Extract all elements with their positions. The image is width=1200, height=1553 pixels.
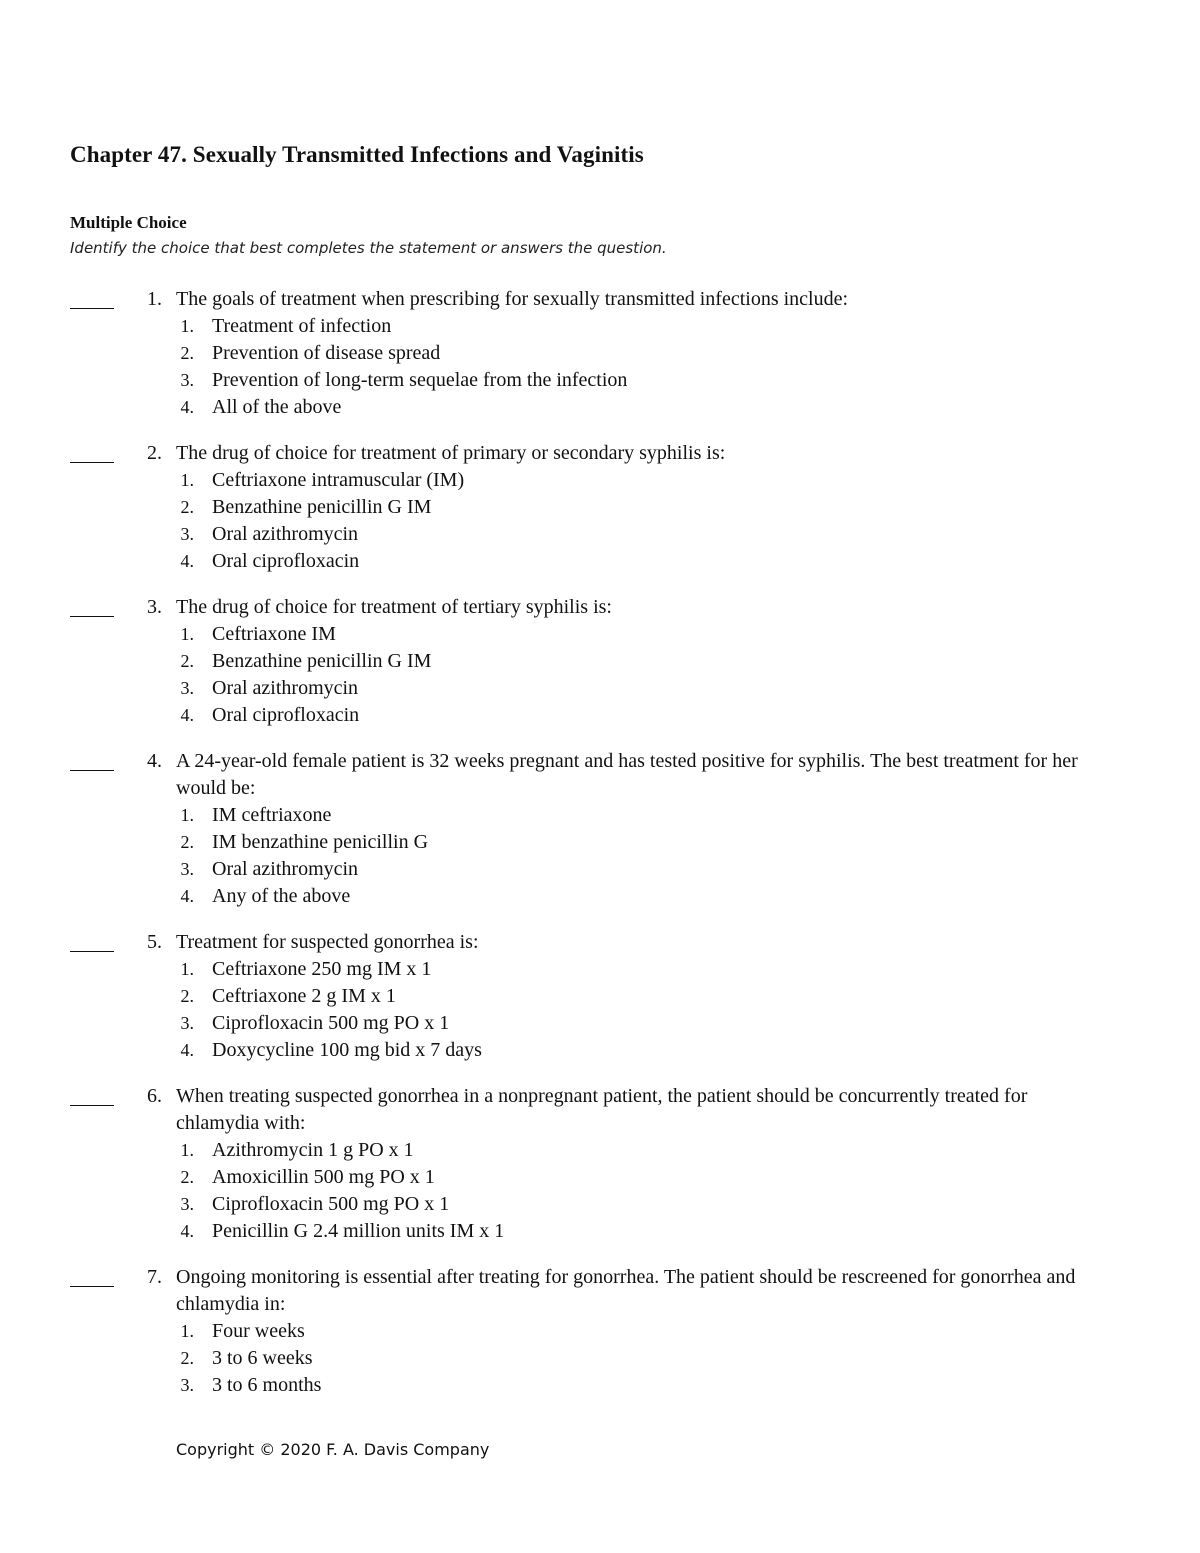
question-item: [70, 1264, 1140, 1399]
choice-number: 2.: [180, 832, 194, 852]
choice-item: [176, 1372, 1140, 1399]
question-stem: The drug of choice for treatment of primary or secondary syphilis is:: [176, 442, 726, 464]
answer-blank[interactable]: [70, 951, 114, 952]
choice-text: IM benzathine penicillin G: [212, 831, 429, 853]
question-number: 5.: [147, 931, 162, 953]
choice-text: 3 to 6 months: [212, 1374, 322, 1396]
choice-item: [176, 1218, 1140, 1245]
choice-number: 1.: [180, 470, 194, 490]
question-stem: A 24-year-old female patient is 32 weeks pregnant and has tested positive for syphilis. The best treatment for her would be:: [176, 750, 1078, 799]
choice-text: Oral azithromycin: [212, 523, 359, 545]
choice-list: [176, 621, 1140, 729]
choice-number: 4.: [180, 1040, 194, 1060]
choice-number: 4.: [180, 397, 194, 417]
choice-text: Oral ciprofloxacin: [212, 550, 360, 572]
choice-number: 1.: [180, 1140, 194, 1160]
question-number: 3.: [147, 596, 162, 618]
choice-item: [176, 1164, 1140, 1191]
question-item: [70, 286, 1140, 421]
choice-item: [176, 1137, 1140, 1164]
choice-text: Ceftriaxone intramuscular (IM): [212, 469, 465, 491]
choice-number: 3.: [180, 859, 194, 879]
choice-number: 1.: [180, 805, 194, 825]
choice-text: Benzathine penicillin G IM: [212, 650, 432, 672]
choice-text: Ciprofloxacin 500 mg PO x 1: [212, 1012, 450, 1034]
answer-blank[interactable]: [70, 1105, 114, 1106]
choice-item: [176, 648, 1140, 675]
choice-number: 1.: [180, 959, 194, 979]
choice-item: [176, 1010, 1140, 1037]
choice-list: [176, 313, 1140, 421]
choice-number: 3.: [180, 678, 194, 698]
choice-text: Oral ciprofloxacin: [212, 704, 360, 726]
choice-item: [176, 956, 1140, 983]
choice-text: Oral azithromycin: [212, 677, 359, 699]
choice-number: 3.: [180, 1013, 194, 1033]
choice-item: [176, 621, 1140, 648]
choice-text: Ciprofloxacin 500 mg PO x 1: [212, 1193, 450, 1215]
question-number: 2.: [147, 442, 162, 464]
choice-item: [176, 1037, 1140, 1064]
choice-item: [176, 675, 1140, 702]
question-item: [70, 1083, 1140, 1245]
choice-text: Doxycycline 100 mg bid x 7 days: [212, 1039, 482, 1061]
choice-number: 1.: [180, 624, 194, 644]
choice-number: 3.: [180, 370, 194, 390]
choice-text: Any of the above: [212, 885, 351, 907]
choice-text: IM ceftriaxone: [212, 804, 332, 826]
choice-number: 2.: [180, 1167, 194, 1187]
question-list: [70, 286, 1140, 1418]
answer-blank[interactable]: [70, 1286, 114, 1287]
choice-number: 4.: [180, 886, 194, 906]
choice-text: Amoxicillin 500 mg PO x 1: [212, 1166, 435, 1188]
choice-text: Prevention of disease spread: [212, 342, 441, 364]
choice-item: [176, 367, 1140, 394]
choice-list: [176, 467, 1140, 575]
choice-number: 4.: [180, 551, 194, 571]
choice-text: Penicillin G 2.4 million units IM x 1: [212, 1220, 505, 1242]
choice-item: [176, 494, 1140, 521]
answer-blank[interactable]: [70, 308, 114, 309]
choice-text: Ceftriaxone 250 mg IM x 1: [212, 958, 432, 980]
choice-number: 1.: [180, 316, 194, 336]
choice-text: Oral azithromycin: [212, 858, 359, 880]
choice-item: [176, 802, 1140, 829]
choice-item: [176, 340, 1140, 367]
answer-blank[interactable]: [70, 616, 114, 617]
choice-item: [176, 829, 1140, 856]
question-item: [70, 929, 1140, 1064]
question-number: 6.: [147, 1085, 162, 1107]
choice-item: [176, 467, 1140, 494]
question-stem: The goals of treatment when prescribing for sexually transmitted infections include:: [176, 288, 849, 310]
question-stem: Treatment for suspected gonorrhea is:: [176, 931, 479, 953]
answer-blank[interactable]: [70, 770, 114, 771]
choice-number: 2.: [180, 1348, 194, 1368]
choice-item: [176, 1345, 1140, 1372]
choice-text: Treatment of infection: [212, 315, 392, 337]
question-number: 1.: [147, 288, 162, 310]
question-stem: Ongoing monitoring is essential after treating for gonorrhea. The patient should be rescreened for gonorrhea and chlamydia in:: [176, 1266, 1076, 1315]
choice-number: 3.: [180, 524, 194, 544]
choice-text: Ceftriaxone IM: [212, 623, 336, 645]
answer-blank[interactable]: [70, 462, 114, 463]
choice-number: 3.: [180, 1194, 194, 1214]
section-heading: Multiple Choice: [70, 213, 187, 232]
choice-list: [176, 1318, 1140, 1399]
choice-text: Ceftriaxone 2 g IM x 1: [212, 985, 396, 1007]
choice-number: 4.: [180, 705, 194, 725]
choice-text: All of the above: [212, 396, 342, 418]
choice-number: 2.: [180, 651, 194, 671]
choice-list: [176, 1137, 1140, 1245]
chapter-title: Chapter 47. Sexually Transmitted Infections and Vaginitis: [70, 142, 644, 167]
question-item: [70, 748, 1140, 910]
choice-number: 2.: [180, 497, 194, 517]
choice-number: 2.: [180, 986, 194, 1006]
choice-text: 3 to 6 weeks: [212, 1347, 313, 1369]
copyright-footer: Copyright © 2020 F. A. Davis Company: [176, 1440, 490, 1459]
question-item: [70, 440, 1140, 575]
choice-text: Four weeks: [212, 1320, 305, 1342]
question-number: 7.: [147, 1266, 162, 1288]
choice-number: 4.: [180, 1221, 194, 1241]
choice-list: [176, 802, 1140, 910]
choice-item: [176, 856, 1140, 883]
choice-text: Azithromycin 1 g PO x 1: [212, 1139, 414, 1161]
choice-number: 2.: [180, 343, 194, 363]
question-stem: When treating suspected gonorrhea in a nonpregnant patient, the patient should be concurrently treated for chlamydia with:: [176, 1085, 1028, 1134]
choice-item: [176, 394, 1140, 421]
choice-number: 3.: [180, 1375, 194, 1395]
choice-text: Prevention of long-term sequelae from the infection: [212, 369, 628, 391]
choice-list: [176, 956, 1140, 1064]
choice-item: [176, 702, 1140, 729]
choice-item: [176, 1318, 1140, 1345]
instructions: Identify the choice that best completes the statement or answers the question.: [70, 239, 667, 257]
choice-item: [176, 983, 1140, 1010]
question-stem: The drug of choice for treatment of tertiary syphilis is:: [176, 596, 612, 618]
choice-item: [176, 548, 1140, 575]
question-number: 4.: [147, 750, 162, 772]
question-item: [70, 594, 1140, 729]
choice-item: [176, 883, 1140, 910]
choice-item: [176, 313, 1140, 340]
choice-number: 1.: [180, 1321, 194, 1341]
choice-item: [176, 1191, 1140, 1218]
choice-text: Benzathine penicillin G IM: [212, 496, 432, 518]
choice-item: [176, 521, 1140, 548]
